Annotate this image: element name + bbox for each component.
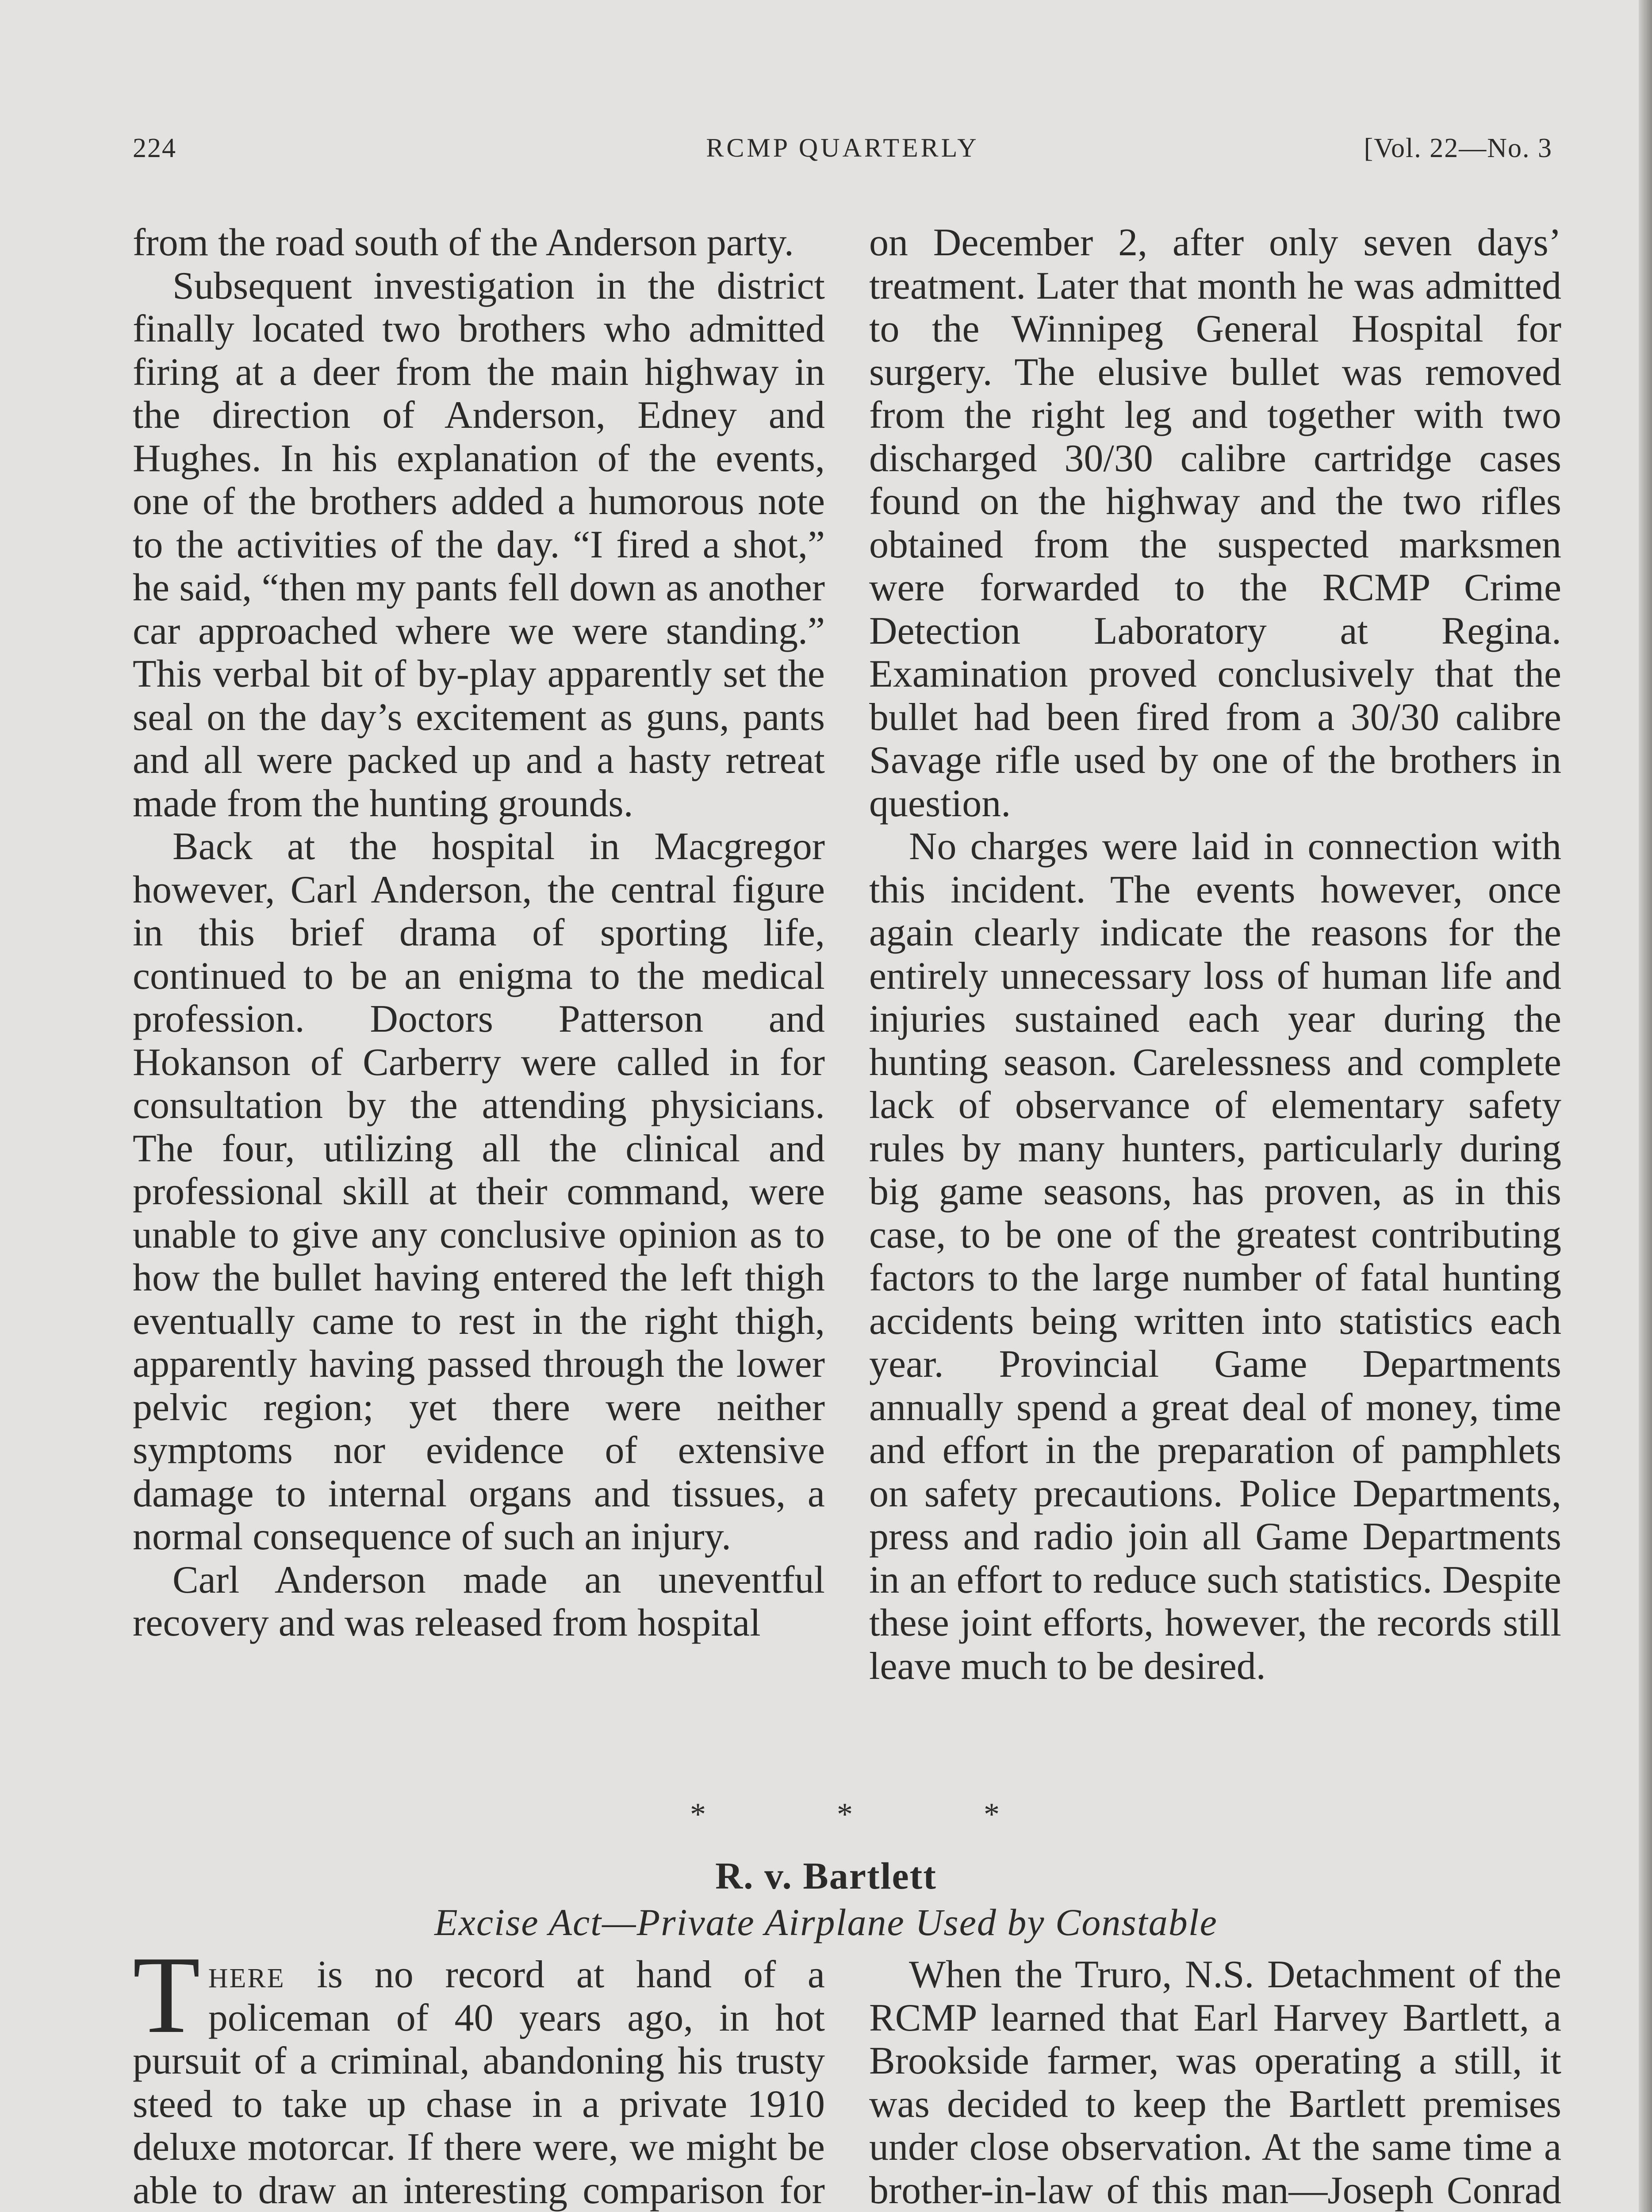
separator-star: * [690, 1797, 706, 1832]
paragraph: Carl Anderson made an uneventful recovery and was released from hospital [133, 1558, 825, 1644]
paragraph: Back at the hospital in Macgregor however, Carl Anderson, the central figure in this brief drama of sporting life, continued to be an enigma to the medical profession. Doctors Patterson and Hokanson of Carberry were called in for consultation by the attending physicians. The four, utilizing all the clinical and professional skill at their command, were unable to give any conclusive opinion as to how the bullet having entered the left thigh eventually came to rest in the right thigh, apparently having passed through the lower pelvic region; yet there were neither symptoms nor evidence of extensive damage to internal organs and tissues, a normal consequence of such an injury. [133, 825, 825, 1558]
journal-title: RCMP QUARTERLY [706, 133, 979, 162]
section-separator [690, 1796, 1000, 1833]
paragraph [133, 1934, 825, 2212]
drop-cap: T [133, 1934, 200, 2056]
paragraph: on December 2, after only seven days’ treatment. Later that month he was admitted to the Winnipeg General Hospital for surgery. The elusive bullet was removed from the right leg and together with two discharged 30/30 calibre cartridge cases found on the highway and the two rifles obtained from the suspected marksmen were forwarded to the RCMP Crime Detection Laboratory at Regina. Examination proved conclusively that the bullet had been fired from a 30/30 calibre Savage rifle used by one of the brothers in question. [869, 221, 1561, 825]
page-number: 224 [133, 133, 176, 163]
lead-in-smallcaps: here [208, 1953, 285, 1996]
paragraph: When the Truro, N.S. Detachment of the RCMP learned that Earl Harvey Bartlett, a Brookside farmer, was operating a still, it was decided to keep the Bartlett premises under close observation. At the same time a brother-in-law of this man—Joseph Conrad [869, 1953, 1561, 2212]
running-header [133, 133, 1552, 173]
paragraph: Subsequent investigation in the district finally located two brothers who admitted firing at a deer from the main highway in the direction of Anderson, Edney and Hughes. In his explanation of the events, one of the brothers added a humorous note to the activities of the day. “I fired a shot,” he said, “then my pants fell down as another car approached where we were standing.” This verbal bit of by-play apparently set the seal on the day’s excitement as guns, pants and all were packed up and a hasty retreat made from the hunting grounds. [133, 264, 825, 825]
separator-star: * [984, 1797, 1000, 1832]
case-right-column [869, 1953, 1561, 2212]
separator-star: * [837, 1797, 853, 1832]
article-left-column [133, 221, 825, 1645]
paragraph: No charges were laid in connection with this incident. The events however, once again clearly indicate the reasons for the entirely unnecessary loss of human life and injuries sustained each year during the hunting season. Carelessness and complete lack of observance of elementary safety rules by many hunters, particularly during big game seasons, has proven, as in this case, to be one of the greatest contributing factors to the large number of fatal hunting accidents being written into statistics each year. Provincial Game Departments annually spend a great deal of money, time and effort in the preparation of pamphlets on safety precautions. Police Departments, press and radio join all Game Departments in an effort to reduce such statistics. Despite these joint efforts, however, the records still leave much to be desired. [869, 825, 1561, 1688]
case-title: R. v. Bartlett [715, 1855, 937, 1897]
volume-issue: [Vol. 22—No. 3 [1364, 133, 1552, 163]
paragraph: from the road south of the Anderson party. [133, 221, 794, 264]
article-right-column [869, 221, 1561, 1688]
case-subtitle: Excise Act—Private Airplane Used by Constable [434, 1901, 1218, 1943]
case-left-column [133, 1934, 825, 2212]
paragraph-text: is no record at hand of a policeman of 40 years ago, in hot pursuit of a criminal, abandoning his trusty steed to take up chase in a private 1910 deluxe motorcar. If there were, we might be able to draw an interesting comparison for [133, 1953, 825, 2212]
